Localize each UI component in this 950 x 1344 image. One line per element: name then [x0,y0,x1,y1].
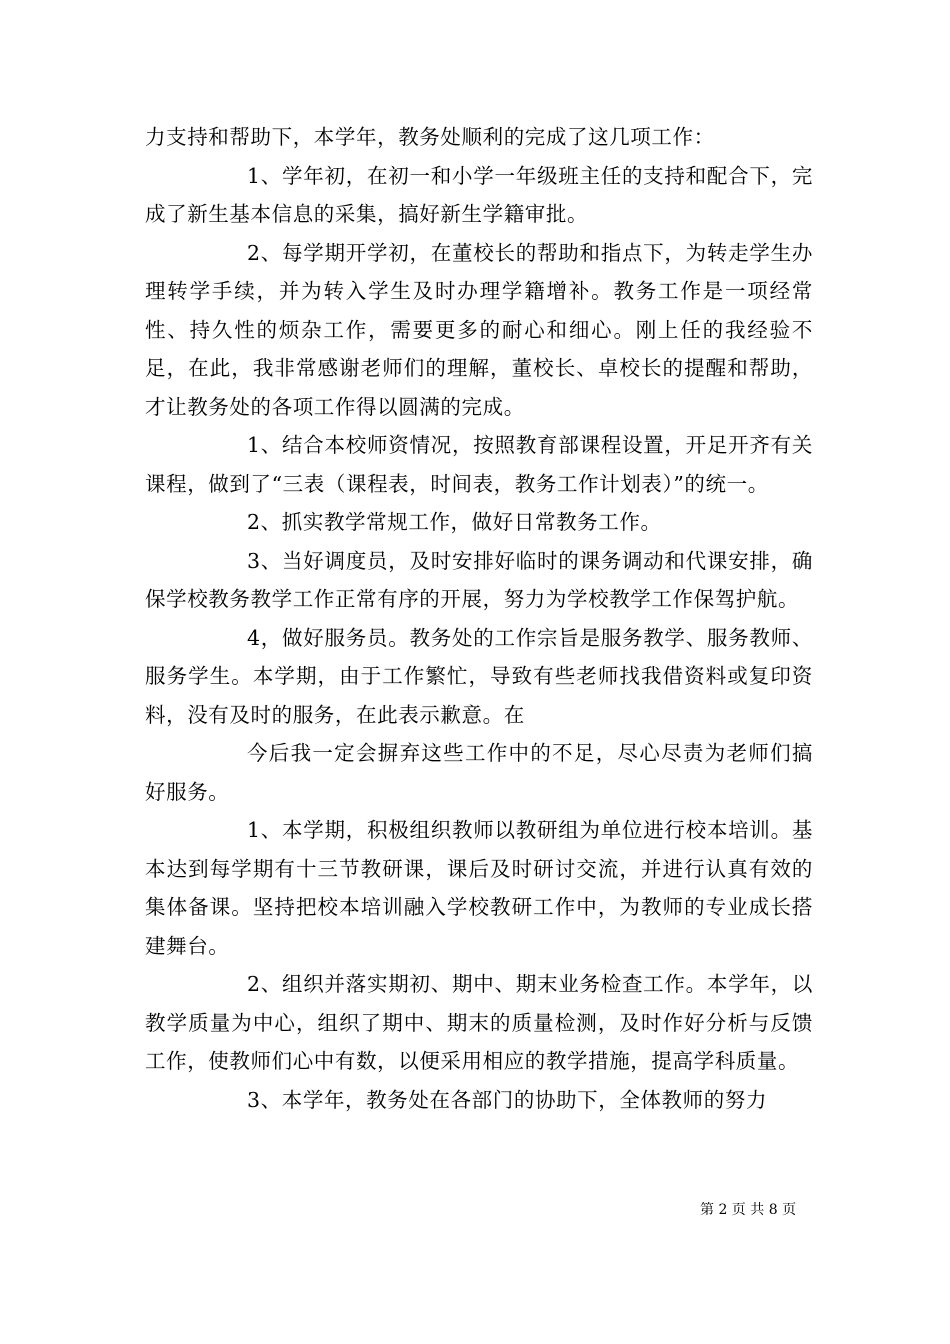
paragraph-1: 力支持和帮助下，本学年，教务处顺利的完成了这几项工作： [145,125,715,149]
paragraph-9: 1、本学期，积极组织教师以教研组为单位进行校本培训。基本达到每学期有十三节教研课，课后及时研讨交流，并进行认真有效的集体备课。坚持把校本培训融入学校教研工作中，为教师的专业成长搭建舞台。 [145,818,813,958]
paragraph-5: 2、抓实教学常规工作，做好日常教务工作。 [247,510,662,534]
paragraph-7: 4，做好服务员。教务处的工作宗旨是服务教学、服务教师、服务学生。本学期，由于工作繁忙，导致有些老师找我借资料或复印资料，没有及时的服务，在此表示歉意。在 [145,625,813,727]
paragraph-3: 2、每学期开学初，在董校长的帮助和指点下，为转走学生办理转学手续，并为转入学生及时办理学籍增补。教务工作是一项经常性、持久性的烦杂工作，需要更多的耐心和细心。刚上任的我经验不足，在此，我非常感谢老师们的理解，董校长、卓校长的提醒和帮助，才让教务处的各项工作得以圆满的完成。 [145,240,813,419]
document-body [145,118,813,1119]
paragraph-8: 今后我一定会摒弃这些工作中的不足，尽心尽责为老师们搞好服务。 [145,741,813,804]
paragraph-4: 1、结合本校师资情况，按照教育部课程设置，开足开齐有关课程，做到了“三表（课程表，时间表，教务工作计划表）”的统一。 [145,433,813,496]
paragraph-10: 2、组织并落实期初、期中、期末业务检查工作。本学年，以教学质量为中心，组织了期中、期末的质量检测，及时作好分析与反馈工作，使教师们心中有数，以便采用相应的教学措施，提高学科质量。 [145,972,813,1073]
page-number-footer: 第 2 页 共 8 页 [700,1202,797,1218]
paragraph-2: 1、学年初，在初一和小学一年级班主任的支持和配合下，完成了新生基本信息的采集，搞好新生学籍审批。 [145,163,813,226]
paragraph-11: 3、本学年，教务处在各部门的协助下，全体教师的努力 [247,1087,768,1112]
paragraph-6: 3、当好调度员，及时安排好临时的课务调动和代课安排，确保学校教务教学工作正常有序的开展，努力为学校教学工作保驾护航。 [145,548,813,611]
